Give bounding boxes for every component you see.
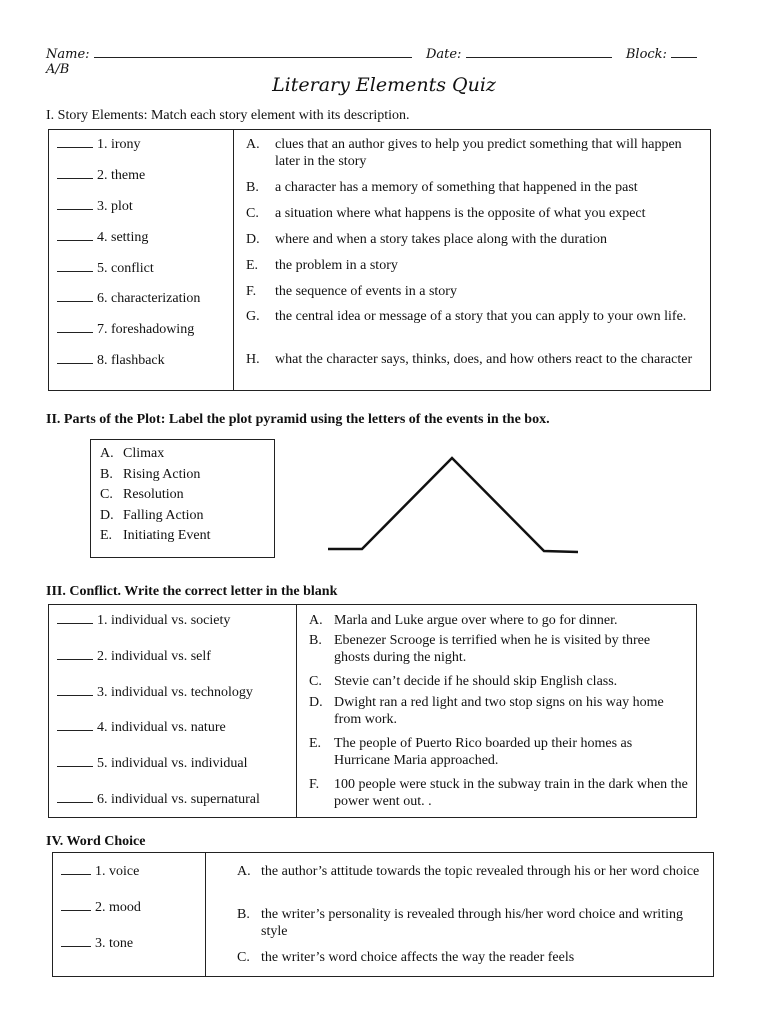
section-1-table <box>48 129 711 391</box>
plot-event-d <box>100 507 270 524</box>
s3-term-label: 2. individual vs. self <box>97 649 211 664</box>
s1-term-label: 7. foreshadowing <box>97 322 195 337</box>
s3-option-letter: D. <box>309 695 323 710</box>
s3-option-letter: B. <box>309 633 322 648</box>
s1-answer-blank-1[interactable] <box>57 136 93 148</box>
s1-option-letter: F. <box>246 284 257 299</box>
s3-term-label: 4. individual vs. nature <box>97 720 226 735</box>
s1-term-label: 8. flashback <box>97 353 165 368</box>
s1-option-g <box>246 308 696 325</box>
s1-option-text: a character has a memory of something that happened in the past <box>275 180 638 195</box>
s3-option-b <box>309 632 689 666</box>
s1-option-text: a situation where what happens is the opposite of what you expect <box>275 206 646 221</box>
s1-answer-blank-8[interactable] <box>57 352 93 364</box>
s3-term-5 <box>57 755 248 772</box>
s1-term-1 <box>57 136 141 153</box>
s4-option-letter: C. <box>237 950 250 965</box>
section-3-table <box>48 604 697 818</box>
s3-option-text: The people of Puerto Rico boarded up their homes as Hurricane Maria approached. <box>334 736 633 768</box>
s4-option-text: the writer’s word choice affects the way the reader feels <box>261 950 575 965</box>
s1-term-label: 4. setting <box>97 230 149 245</box>
plot-event-letter: D. <box>100 507 114 523</box>
s3-option-f <box>309 776 689 810</box>
s1-term-label: 1. irony <box>97 137 141 152</box>
s1-term-label: 5. conflict <box>97 261 154 276</box>
s4-term-3 <box>61 935 133 952</box>
s1-option-letter: H. <box>246 352 260 367</box>
s1-option-text: the problem in a story <box>275 258 398 273</box>
s1-option-h <box>246 351 696 368</box>
plot-event-letter: C. <box>100 487 113 502</box>
s3-answer-blank-2[interactable] <box>57 648 93 660</box>
s3-option-letter: C. <box>309 674 322 689</box>
s4-option-text: the author’s attitude towards the topic revealed through his or her word choice <box>261 864 700 879</box>
s3-answer-blank-4[interactable] <box>57 719 93 731</box>
s3-option-e <box>309 735 689 769</box>
block-label: Block: <box>625 47 667 62</box>
s1-option-letter: D. <box>246 232 260 247</box>
s3-term-label: 1. individual vs. society <box>97 613 231 628</box>
s1-option-a <box>246 136 696 170</box>
section-2-heading: II. Parts of the Plot: Label the plot pyramid using the letters of the events in the box. <box>46 412 550 427</box>
section-4-table <box>52 852 714 977</box>
s3-option-a <box>309 612 689 629</box>
plot-event-text: Rising Action <box>123 466 201 482</box>
s1-option-text: what the character says, thinks, does, and how others react to the character <box>275 352 693 367</box>
s1-term-label: 6. characterization <box>97 291 201 306</box>
s1-option-d <box>246 231 696 248</box>
s1-term-3 <box>57 198 133 215</box>
s4-answer-blank-3[interactable] <box>61 935 91 947</box>
s4-option-c <box>237 949 707 966</box>
s3-option-letter: E. <box>309 736 322 751</box>
section-4-heading: IV. Word Choice <box>46 834 146 849</box>
s4-term-label: 1. voice <box>95 864 140 879</box>
s1-term-label: 2. theme <box>97 168 146 183</box>
s3-option-d <box>309 694 689 728</box>
s1-answer-blank-2[interactable] <box>57 167 93 179</box>
name-label: Name: <box>46 47 90 62</box>
date-label: Date: <box>425 47 462 62</box>
header-line <box>46 47 714 77</box>
s1-term-2 <box>57 167 145 184</box>
s3-term-2 <box>57 648 211 665</box>
name-field[interactable] <box>94 47 412 58</box>
s1-option-f <box>246 283 696 300</box>
s3-term-label: 6. individual vs. supernatural <box>97 792 260 807</box>
plot-event-c <box>100 486 270 503</box>
s3-option-letter: F. <box>309 777 320 792</box>
s3-option-text: Marla and Luke argue over where to go for dinner. <box>334 613 618 628</box>
s1-option-letter: E. <box>246 258 259 273</box>
section-1-heading: I. Story Elements: Match each story element with its description. <box>46 108 410 123</box>
s4-option-letter: B. <box>237 907 250 922</box>
s3-term-label: 3. individual vs. technology <box>97 685 253 700</box>
s3-answer-blank-6[interactable] <box>57 791 93 803</box>
s4-option-letter: A. <box>237 864 251 879</box>
plot-event-letter: B. <box>100 466 113 482</box>
s4-option-b <box>237 906 707 940</box>
s1-term-8 <box>57 352 165 369</box>
s1-option-b <box>246 179 696 196</box>
s3-option-text: Dwight ran a red light and two stop signs on his way home from work. <box>334 695 664 727</box>
date-field[interactable] <box>466 47 612 58</box>
plot-pyramid-line <box>328 458 578 552</box>
section-3-heading: III. Conflict. Write the correct letter in the blank <box>46 584 338 599</box>
s4-option-text: the writer’s personality is revealed through his/her word choice and writing style <box>261 907 683 939</box>
s4-term-2 <box>61 899 141 916</box>
s4-option-a <box>237 863 707 880</box>
s3-term-6 <box>57 791 260 808</box>
s1-option-letter: B. <box>246 180 259 195</box>
s1-term-6 <box>57 290 200 307</box>
s1-term-5 <box>57 260 154 277</box>
plot-event-text: Climax <box>123 446 165 461</box>
s1-option-text: the sequence of events in a story <box>275 284 457 299</box>
s1-option-text: where and when a story takes place along with the duration <box>275 232 608 247</box>
s1-option-text: the central idea or message of a story that you can apply to your own life. <box>275 309 687 324</box>
s1-answer-blank-7[interactable] <box>57 321 93 333</box>
s1-answer-blank-6[interactable] <box>57 290 93 302</box>
s3-answer-blank-3[interactable] <box>57 684 93 696</box>
s3-option-letter: A. <box>309 613 323 628</box>
s1-term-4 <box>57 229 148 246</box>
plot-event-text: Resolution <box>123 487 184 502</box>
s4-term-label: 2. mood <box>95 900 141 915</box>
plot-event-e <box>100 527 270 544</box>
s1-option-letter: G. <box>246 309 260 324</box>
s3-answer-blank-5[interactable] <box>57 755 93 767</box>
s3-option-c <box>309 673 689 690</box>
s4-term-label: 3. tone <box>95 936 134 951</box>
s1-option-text: clues that an author gives to help you predict something that will happen later in the story <box>275 137 682 169</box>
block-suffix: A/B <box>46 62 70 77</box>
plot-events-box <box>90 439 275 558</box>
s4-answer-blank-1[interactable] <box>61 863 91 875</box>
plot-event-text: Falling Action <box>123 507 204 523</box>
block-field[interactable] <box>671 47 697 58</box>
s3-term-4 <box>57 719 226 736</box>
plot-event-letter: A. <box>100 446 114 461</box>
s1-answer-blank-5[interactable] <box>57 260 93 272</box>
plot-event-text: Initiating Event <box>123 528 211 543</box>
plot-event-b <box>100 466 270 483</box>
s3-answer-blank-1[interactable] <box>57 612 93 624</box>
s3-term-1 <box>57 612 230 629</box>
s3-option-text: Ebenezer Scrooge is terrified when he is visited by three ghosts during the night. <box>334 633 651 665</box>
plot-pyramid <box>322 450 582 560</box>
s1-term-label: 3. plot <box>97 199 133 214</box>
s1-answer-blank-4[interactable] <box>57 229 93 241</box>
page-title: Literary Elements Quiz <box>272 74 496 96</box>
s3-option-text: 100 people were stuck in the subway train in the dark when the power went out. . <box>334 777 688 809</box>
s1-option-c <box>246 205 696 222</box>
s1-answer-blank-3[interactable] <box>57 198 93 210</box>
plot-event-a <box>100 445 270 462</box>
s3-term-label: 5. individual vs. individual <box>97 756 248 771</box>
s4-answer-blank-2[interactable] <box>61 899 91 911</box>
s3-term-3 <box>57 684 253 701</box>
s1-term-7 <box>57 321 194 338</box>
s1-option-e <box>246 257 696 274</box>
s1-option-letter: A. <box>246 137 260 152</box>
s3-option-text: Stevie can’t decide if he should skip English class. <box>334 674 618 689</box>
s4-term-1 <box>61 863 139 880</box>
plot-event-letter: E. <box>100 528 113 543</box>
s1-option-letter: C. <box>246 206 259 221</box>
